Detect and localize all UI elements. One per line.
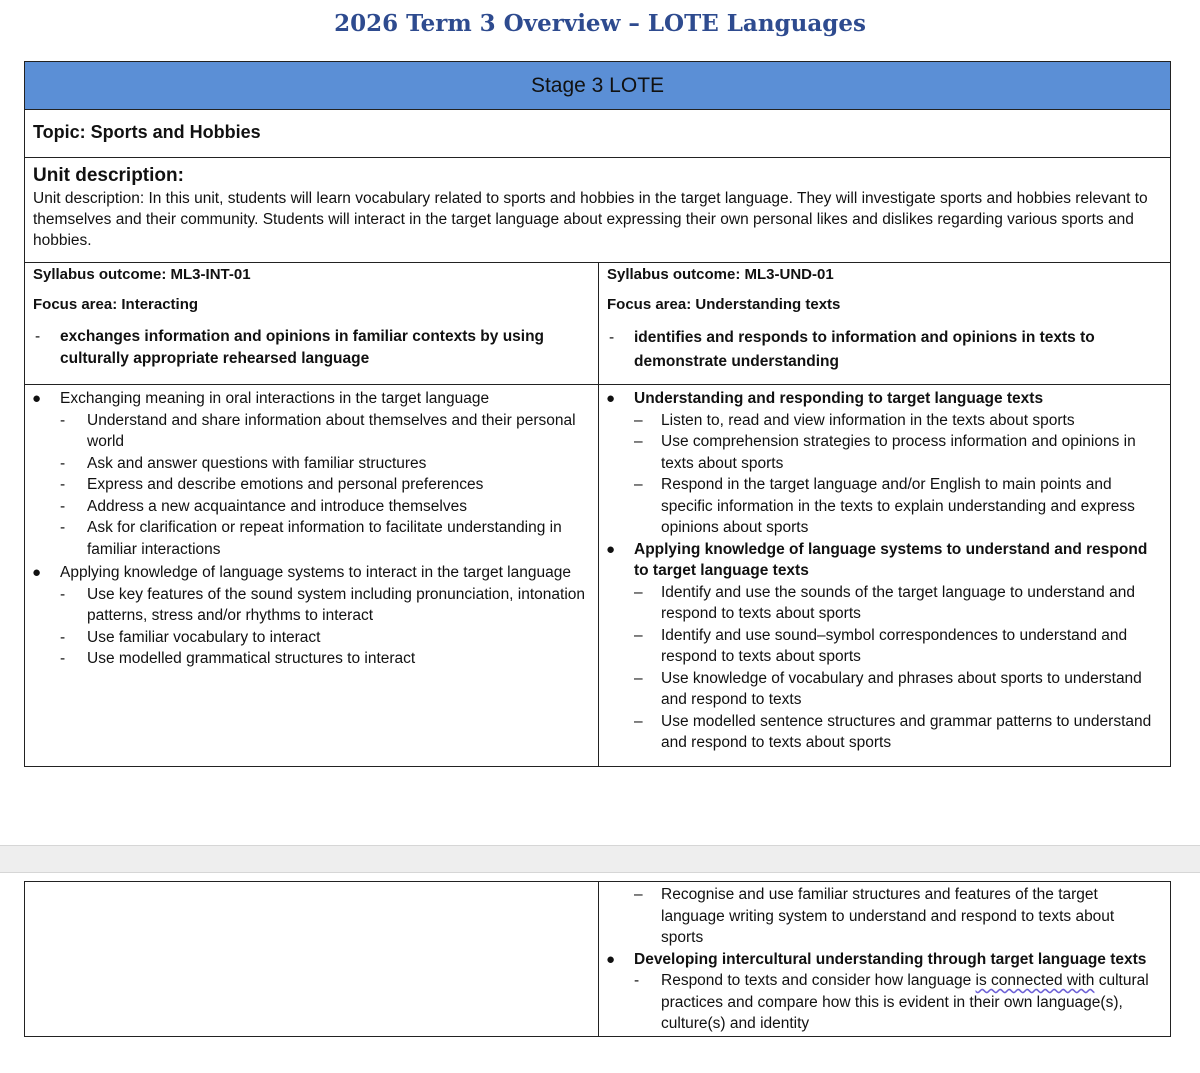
sub-item: – Identify and use sound–symbol correspondences to understand and respond to texts about sports [634,626,1128,665]
bullet-dot-icon: ● [606,950,616,968]
sub-item: - Understand and share information about themselves and their personal world [60,411,576,450]
list-item: ● Applying knowledge of language systems to understand and respond to target language texts – Identify and use the sounds of the target language to understand and respond to texts about sports – Identify and use sound–symbol correspondences to understand and respond to texts about sports – Use knowledge of vocabulary and phrases about sports to understand and respond to texts – Use modelled sentence structures and grammar patterns to understand and respond to texts about sports [599,539,1170,754]
sub-item: – Listen to, read and view information in the texts about sports [634,411,1075,429]
left-outcome-statement [25,326,598,370]
list-item [599,884,1170,949]
topic-label: Topic: Sports and Hobbies [25,110,1170,158]
sub-item: – Recognise and use familiar structures and features of the target language writing system to understand and respond to texts about sports [634,886,1115,946]
sub-item: - Ask for clarification or repeat information to facilitate understanding in familiar interactions [60,519,562,558]
list-item: ● Understanding and responding to target language texts – Listen to, read and view information in the texts about sports – Use comprehension strategies to process information and opinions in texts about sports – Respond in the target language and/or English to main points and specific information in the texts to explain understanding and express opinions about sports [599,388,1170,539]
right-focus-area: Focus area: Understanding texts [607,296,841,313]
bullet-dot-icon: ● [32,564,42,581]
overview-table-continued [24,881,1171,1037]
right-syllabus-outcome: Syllabus outcome: ML3-UND-01 [607,266,834,283]
right-outcome-cell [599,263,1170,384]
right-outcome-statement [599,326,1170,374]
list-item: ● Applying knowledge of language systems to interact in the target language - Use key features of the sound system including pronunciation, intonation patterns, stress and/or rhythms to interact - Use familiar vocabulary to interact - Use modelled grammatical structures to interact [25,562,598,670]
left-focus-area: Focus area: Interacting [33,296,199,313]
stage-header: Stage 3 LOTE [25,62,1170,110]
bullet-dot-icon: ● [606,540,616,558]
sub-item: – Respond in the target language and/or English to main points and specific information in the texts to explain understanding and express opinions about sports [634,476,1135,536]
dash-marker: - [609,329,615,346]
sub-item: – Use modelled sentence structures and grammar patterns to understand and respond to texts about sports [634,712,1152,751]
sub-item: – Use comprehension strategies to process information and opinions in texts about sports [634,433,1136,472]
unit-description-cell [25,158,1170,263]
list-item: ● Exchanging meaning in oral interactions in the target language - Understand and share information about themselves and their personal world - Ask and answer questions with familiar structures - Express and describe emotions and personal preferences - Address a new acquaintance and introduce themselves - Ask for clarification or repeat information to facilitate understanding in familiar interactions [25,388,598,560]
left-content-cell [25,384,599,767]
sub-item: - Ask and answer questions with familiar structures [60,454,427,472]
page-break-separator [0,845,1200,873]
sub-item: - Use key features of the sound system including pronunciation, intonation patterns, stress and/or rhythms to interact [60,585,586,624]
overview-table [24,61,1171,767]
right-content-cell [599,384,1170,767]
sub-item: - Use familiar vocabulary to interact [60,628,321,646]
unit-description-text: Unit description: In this unit, students will learn vocabulary related to sports and hobbies in the target language. They will investigate sports and hobbies relevant to themselves and their community. Students will interact in the target language about expressing their own personal likes and dislikes regarding various sports and hobbies. [33,190,1148,249]
right-statement-text: identifies and responds to information and opinions in texts to demonstrate understanding [634,329,1095,370]
right-continued-cell [599,882,1170,1036]
sub-item: - Express and describe emotions and personal preferences [60,476,484,493]
spellcheck-flagged-text[interactable]: is connected with [975,972,1095,989]
sub-item: – Identify and use the sounds of the target language to understand and respond to texts about sports [634,583,1135,622]
unit-description-heading: Unit description: [33,165,184,186]
left-statement-text: exchanges information and opinions in familiar contexts by using culturally appropriate rehearsed language [60,328,545,367]
sub-item: - Use modelled grammatical structures to interact [60,650,416,667]
bullet-dot-icon: ● [32,390,42,407]
bullet-dot-icon: ● [606,390,616,407]
sub-item: - Respond to texts and consider how language is connected with cultural practices and compare how this is evident in their own language(s), culture(s) and identity [634,972,1149,1032]
left-outcome-cell [25,263,599,384]
sub-item: - Address a new acquaintance and introduce themselves [60,497,467,515]
left-continued-cell [25,882,599,1036]
left-syllabus-outcome: Syllabus outcome: ML3-INT-01 [33,266,251,283]
list-item: ● Developing intercultural understanding through target language texts - Respond to texts and consider how language is connected with cultural practices and compare how this is evident in their own language(s), culture(s) and identity [599,949,1170,1035]
sub-item: – Use knowledge of vocabulary and phrases about sports to understand and respond to texts [634,669,1142,708]
page-title: 2026 Term 3 Overview – LOTE Languages [334,10,866,37]
dash-marker: - [35,328,41,345]
